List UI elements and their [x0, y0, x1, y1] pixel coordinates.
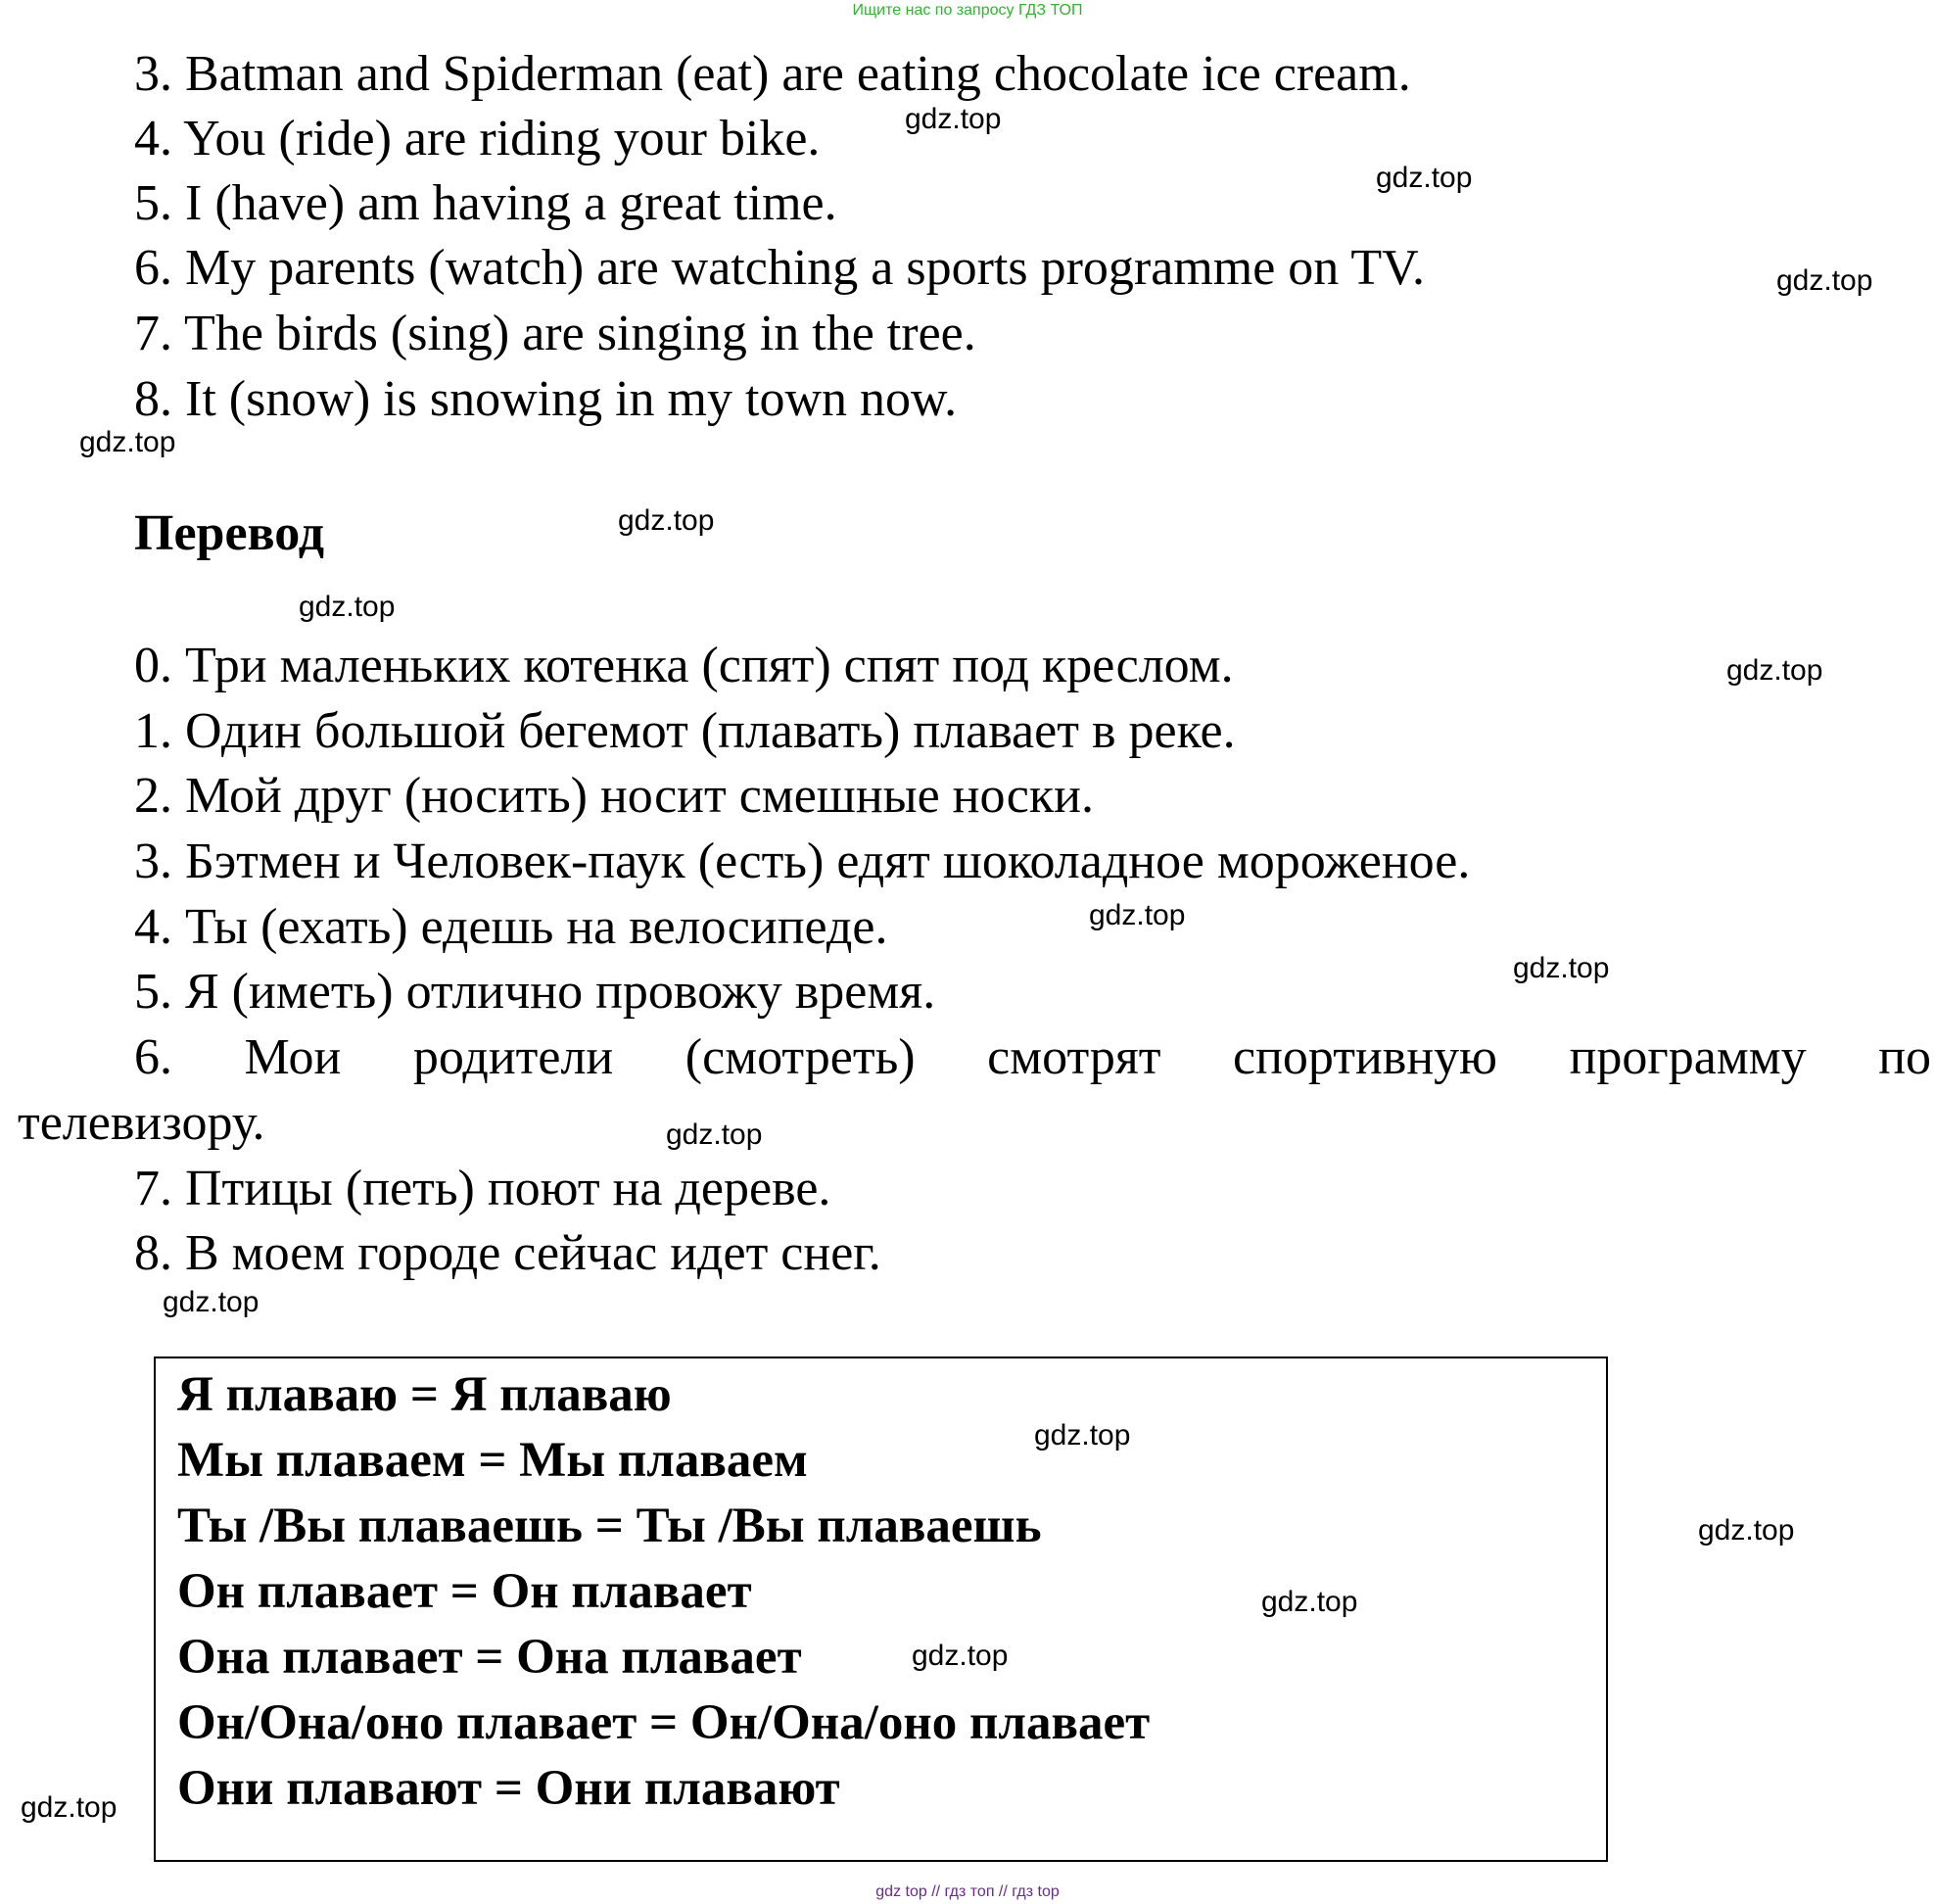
russian-line-6-word: смотрят: [987, 1029, 1161, 1085]
english-line-7: 7. The birds (sing) are singing in the tree.: [134, 306, 976, 361]
watermark: gdz.top: [299, 591, 396, 623]
watermark: gdz.top: [21, 1791, 118, 1824]
russian-line-6-continuation: телевизору.: [18, 1095, 265, 1151]
watermark: gdz.top: [163, 1286, 260, 1318]
box-line-1: Я плаваю = Я плаваю: [177, 1367, 672, 1422]
watermark: gdz.top: [1034, 1419, 1131, 1452]
box-line-4: Он плавает = Он плавает: [177, 1564, 752, 1619]
english-line-6: 6. My parents (watch) are watching a sports programme on TV.: [134, 240, 1425, 296]
english-line-8: 8. It (snow) is snowing in my town now.: [134, 371, 958, 427]
russian-line-6-word: спортивную: [1233, 1029, 1498, 1085]
translation-heading: Перевод: [134, 505, 325, 561]
english-line-5: 5. I (have) am having a great time.: [134, 175, 837, 231]
watermark: gdz.top: [1513, 952, 1610, 984]
watermark: gdz.top: [1698, 1514, 1795, 1547]
box-line-2: Мы плаваем = Мы плаваем: [177, 1433, 808, 1488]
box-line-6: Он/Она/оно плавает = Он/Она/оно плавает: [177, 1695, 1151, 1750]
watermark: gdz.top: [1089, 899, 1186, 931]
watermark: gdz.top: [618, 504, 715, 537]
russian-line-6-word: программу: [1569, 1029, 1807, 1085]
watermark: gdz.top: [1376, 162, 1473, 194]
watermark: gdz.top: [1776, 264, 1873, 297]
russian-line-2: 2. Мой друг (носить) носит смешные носки.: [134, 768, 1094, 824]
footer: gdz top // гдз топ // гдз top: [875, 1883, 1060, 1900]
russian-line-6-word: (смотреть): [684, 1029, 916, 1085]
russian-line-6-word: по: [1878, 1029, 1932, 1085]
russian-line-6: [134, 1028, 1931, 1087]
english-line-4: 4. You (ride) are riding your bike.: [134, 111, 821, 167]
russian-line-3: 3. Бэтмен и Человек-паук (есть) едят шоколадное мороженое.: [134, 833, 1471, 889]
russian-line-6-word: 6.: [134, 1029, 172, 1085]
watermark: gdz.top: [905, 103, 1002, 135]
watermark: gdz.top: [666, 1119, 763, 1151]
watermark: gdz.top: [79, 426, 176, 458]
watermark: gdz.top: [1726, 654, 1823, 687]
russian-line-0: 0. Три маленьких котенка (спят) спят под креслом.: [134, 638, 1234, 693]
russian-line-6-word: родители: [412, 1029, 614, 1085]
russian-line-4: 4. Ты (ехать) едешь на велосипеде.: [134, 899, 888, 955]
watermark: gdz.top: [912, 1640, 1009, 1672]
english-line-3: 3. Batman and Spiderman (eat) are eating chocolate ice cream.: [134, 46, 1411, 102]
russian-line-1: 1. Один большой бегемот (плавать) плавает в реке.: [134, 703, 1236, 759]
russian-line-6-word: Мои: [244, 1029, 342, 1085]
russian-line-7: 7. Птицы (петь) поют на дереве.: [134, 1161, 831, 1216]
box-line-3: Ты /Вы плаваешь = Ты /Вы плаваешь: [177, 1499, 1042, 1553]
top-banner: Ищите нас по запросу ГДЗ ТОП: [852, 2, 1083, 19]
box-line-5: Она плавает = Она плавает: [177, 1630, 802, 1685]
box-line-7: Они плавают = Они плавают: [177, 1761, 840, 1816]
russian-line-8: 8. В моем городе сейчас идет снег.: [134, 1225, 881, 1281]
russian-line-5: 5. Я (иметь) отлично провожу время.: [134, 964, 936, 1020]
watermark: gdz.top: [1261, 1586, 1358, 1618]
